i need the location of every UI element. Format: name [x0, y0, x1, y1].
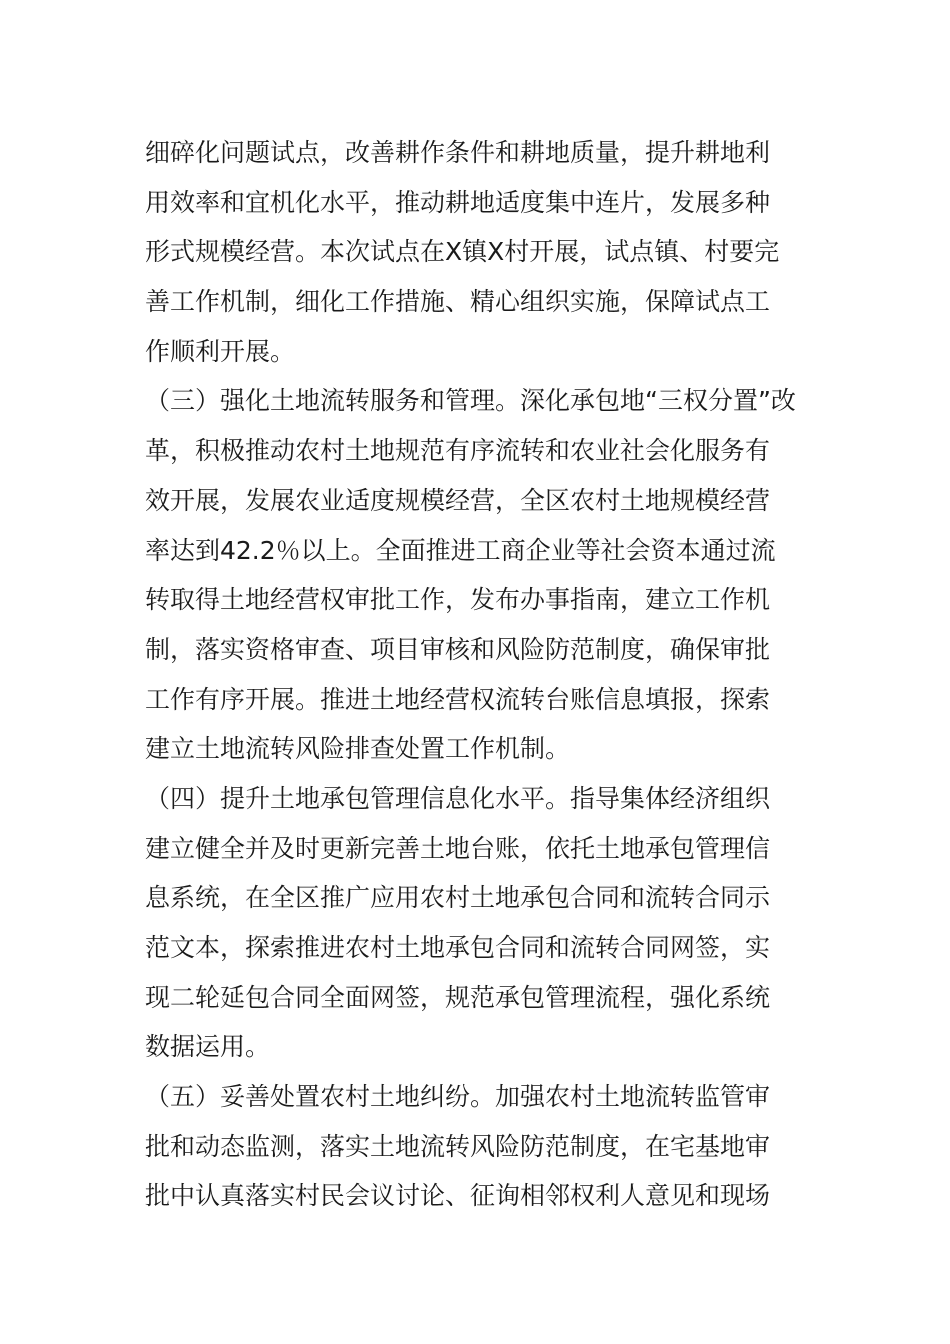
- text-line: 制，落实资格审查、项目审核和风险防范制度，确保审批: [145, 634, 771, 664]
- text-line: 细碎化问题试点，改善耕作条件和耕地质量，提升耕地利: [145, 138, 771, 167]
- text-line: 善工作机制，细化工作措施、精心组织实施，保障试点工: [145, 287, 771, 317]
- text-line: 效开展，发展农业适度规模经营，全区农村土地规模经营: [145, 485, 771, 515]
- text-line: 息系统，在全区推广应用农村土地承包合同和流转合同示: [145, 883, 771, 913]
- text-line: 形式规模经营。本次试点在X镇X村开展，试点镇、村要完: [145, 237, 780, 267]
- body-text: [145, 128, 815, 1221]
- section-heading-line: （五）妥善处置农村土地纠纷。加强农村土地流转监管审: [145, 1082, 771, 1112]
- text-line: 革，积极推动农村土地规范有序流转和农业社会化服务有: [145, 436, 771, 466]
- text-line: 建立健全并及时更新完善土地台账，依托土地承包管理信: [145, 833, 771, 863]
- text-line: 建立土地流转风险排查处置工作机制。: [145, 734, 571, 764]
- text-line: 数据运用。: [145, 1032, 271, 1062]
- text-line: 现二轮延包合同全面网签，规范承包管理流程，强化系统: [145, 982, 771, 1012]
- section-heading-line: （四）提升土地承包管理信息化水平。指导集体经济组织: [145, 783, 771, 813]
- text-line: 工作有序开展。推进土地经营权流转台账信息填报，探索: [145, 684, 771, 714]
- text-line: 批和动态监测，落实土地流转风险防范制度，在宅基地审: [145, 1131, 771, 1161]
- text-line: 用效率和宜机化水平，推动耕地适度集中连片，发展多种: [145, 187, 771, 217]
- text-line: 批中认真落实村民会议讨论、征询相邻权利人意见和现场: [145, 1181, 771, 1211]
- text-line: 范文本，探索推进农村土地承包合同和流转合同网签，实: [145, 933, 771, 962]
- text-line: 作顺利开展。: [145, 336, 296, 366]
- text-line: 率达到42.2％以上。全面推进工商企业等社会资本通过流: [145, 535, 776, 565]
- text-line: 转取得土地经营权审批工作，发布办事指南，建立工作机: [145, 585, 771, 615]
- section-heading-line: （三）强化土地流转服务和管理。深化承包地“三权分置”改: [145, 386, 796, 416]
